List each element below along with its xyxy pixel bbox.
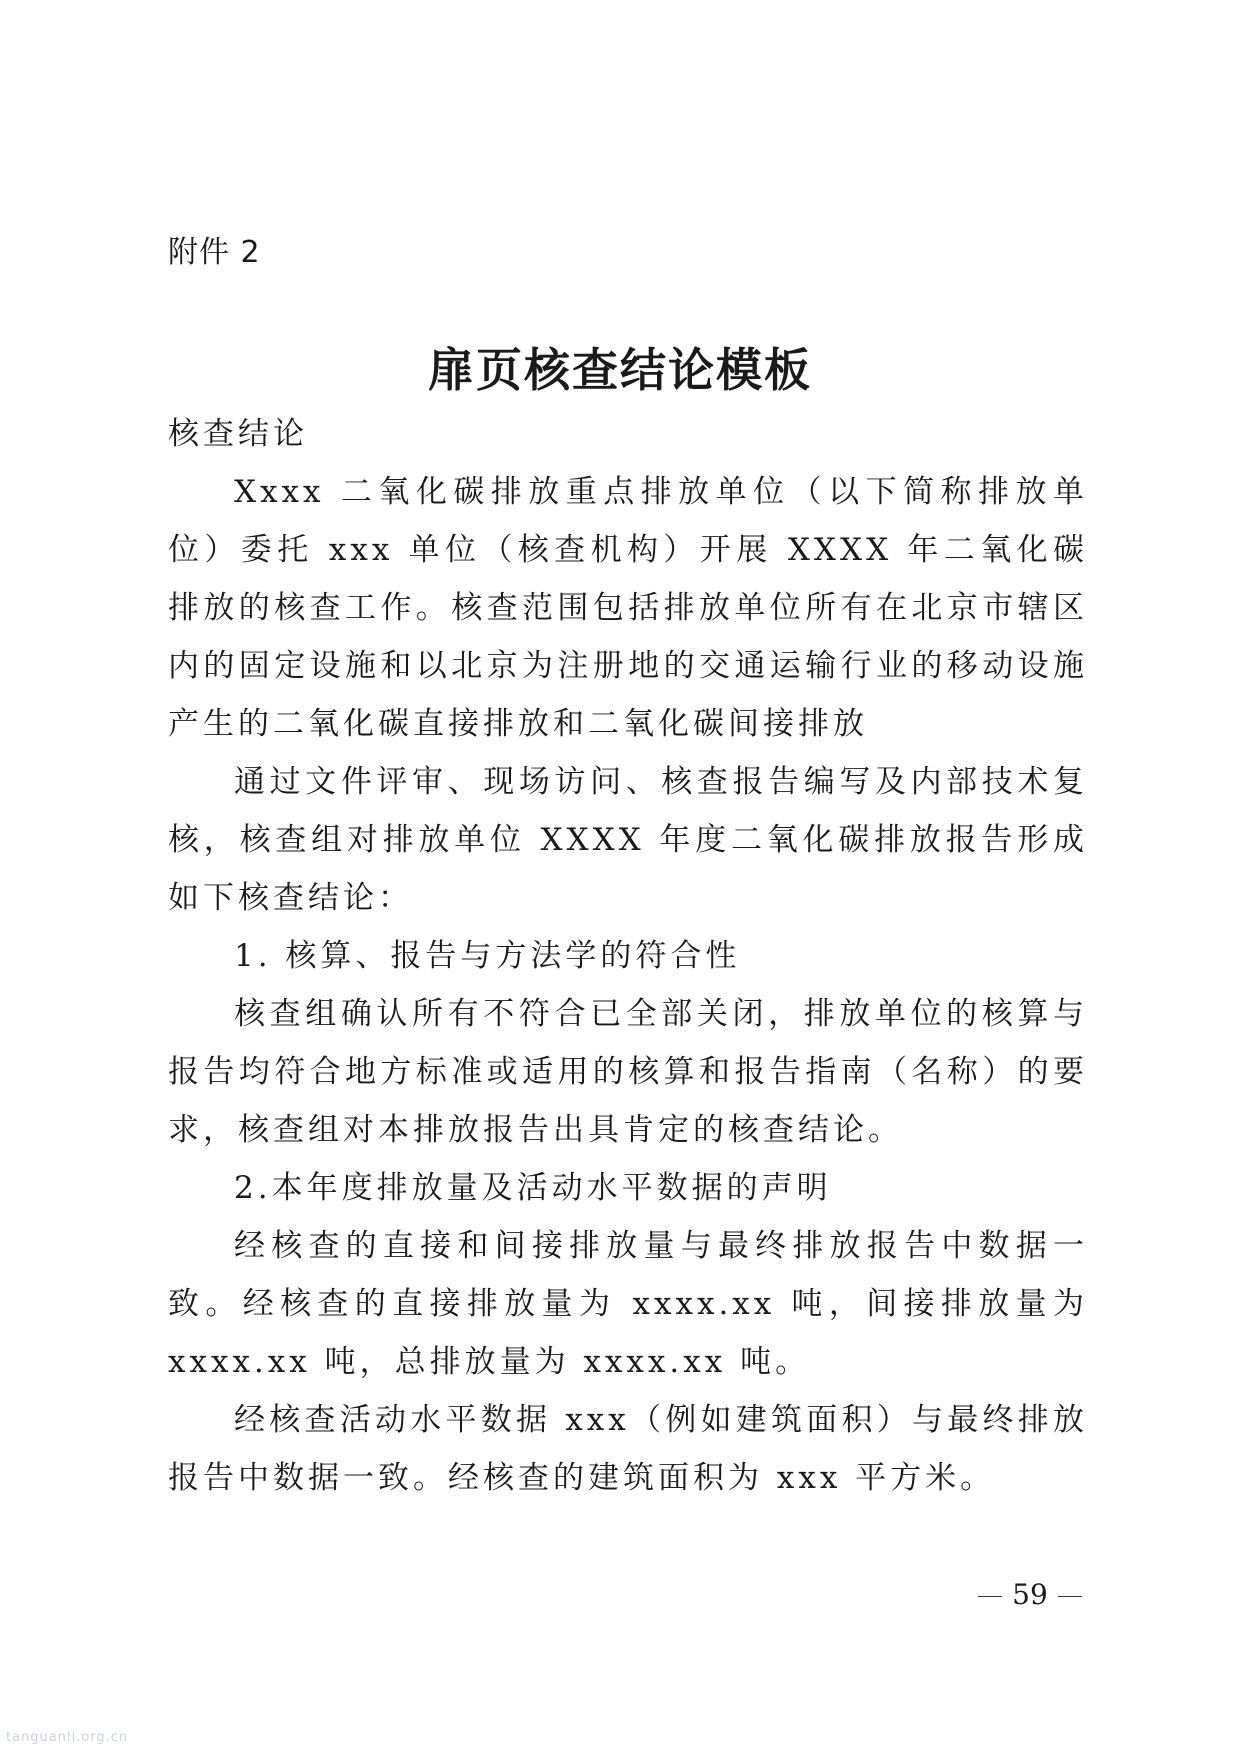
paragraph-conformity: 核查组确认所有不符合已全部关闭，排放单位的核算与报告均符合地方标准或适用的核算和报告指南（名称）的要求，核查组对本排放报告出具肯定的核查结论。 bbox=[168, 996, 1088, 1148]
attachment-label: 附件 2 bbox=[168, 235, 261, 270]
page-footer bbox=[960, 1575, 1100, 1615]
paragraph-activity-data: 经核查活动水平数据 xxx（例如建筑面积）与最终排放报告中数据一致。经核查的建筑面积为 xxx 平方米。 bbox=[168, 1402, 1088, 1496]
document-body bbox=[168, 405, 1088, 1507]
section-heading: 核查结论 bbox=[168, 416, 308, 452]
page-number-dash-right bbox=[1058, 1596, 1082, 1597]
watermark: tanguanli.org.cn bbox=[6, 1730, 129, 1745]
paragraph-emissions: 经核查的直接和间接排放量与最终排放报告中数据一致。经核查的直接排放量为 xxxx.xx 吨，间接排放量为 xxxx.xx 吨，总排放量为 xxxx.xx 吨。 bbox=[168, 1228, 1088, 1380]
page-number-dash-left bbox=[978, 1596, 1002, 1597]
subheading-declaration: 2.本年度排放量及活动水平数据的声明 bbox=[234, 1170, 832, 1206]
page-number: 59 bbox=[1012, 1578, 1048, 1611]
subheading-conformity: 1. 核算、报告与方法学的符合性 bbox=[234, 938, 741, 974]
page-title: 扉页核查结论模板 bbox=[428, 343, 812, 397]
paragraph-intro: Xxxx 二氧化碳排放重点排放单位（以下简称排放单位）委托 xxx 单位（核查机构）开展 XXXX 年二氧化碳排放的核查工作。核查范围包括排放单位所有在北京市辖区内的固定设施和以北京为注册地的交通运输行业的移动设施产生的二氧化碳直接排放和二氧化碳间接排放 bbox=[168, 474, 1088, 742]
paragraph-process: 通过文件评审、现场访问、核查报告编写及内部技术复核，核查组对排放单位 XXXX 年度二氧化碳排放报告形成如下核查结论： bbox=[168, 764, 1088, 916]
